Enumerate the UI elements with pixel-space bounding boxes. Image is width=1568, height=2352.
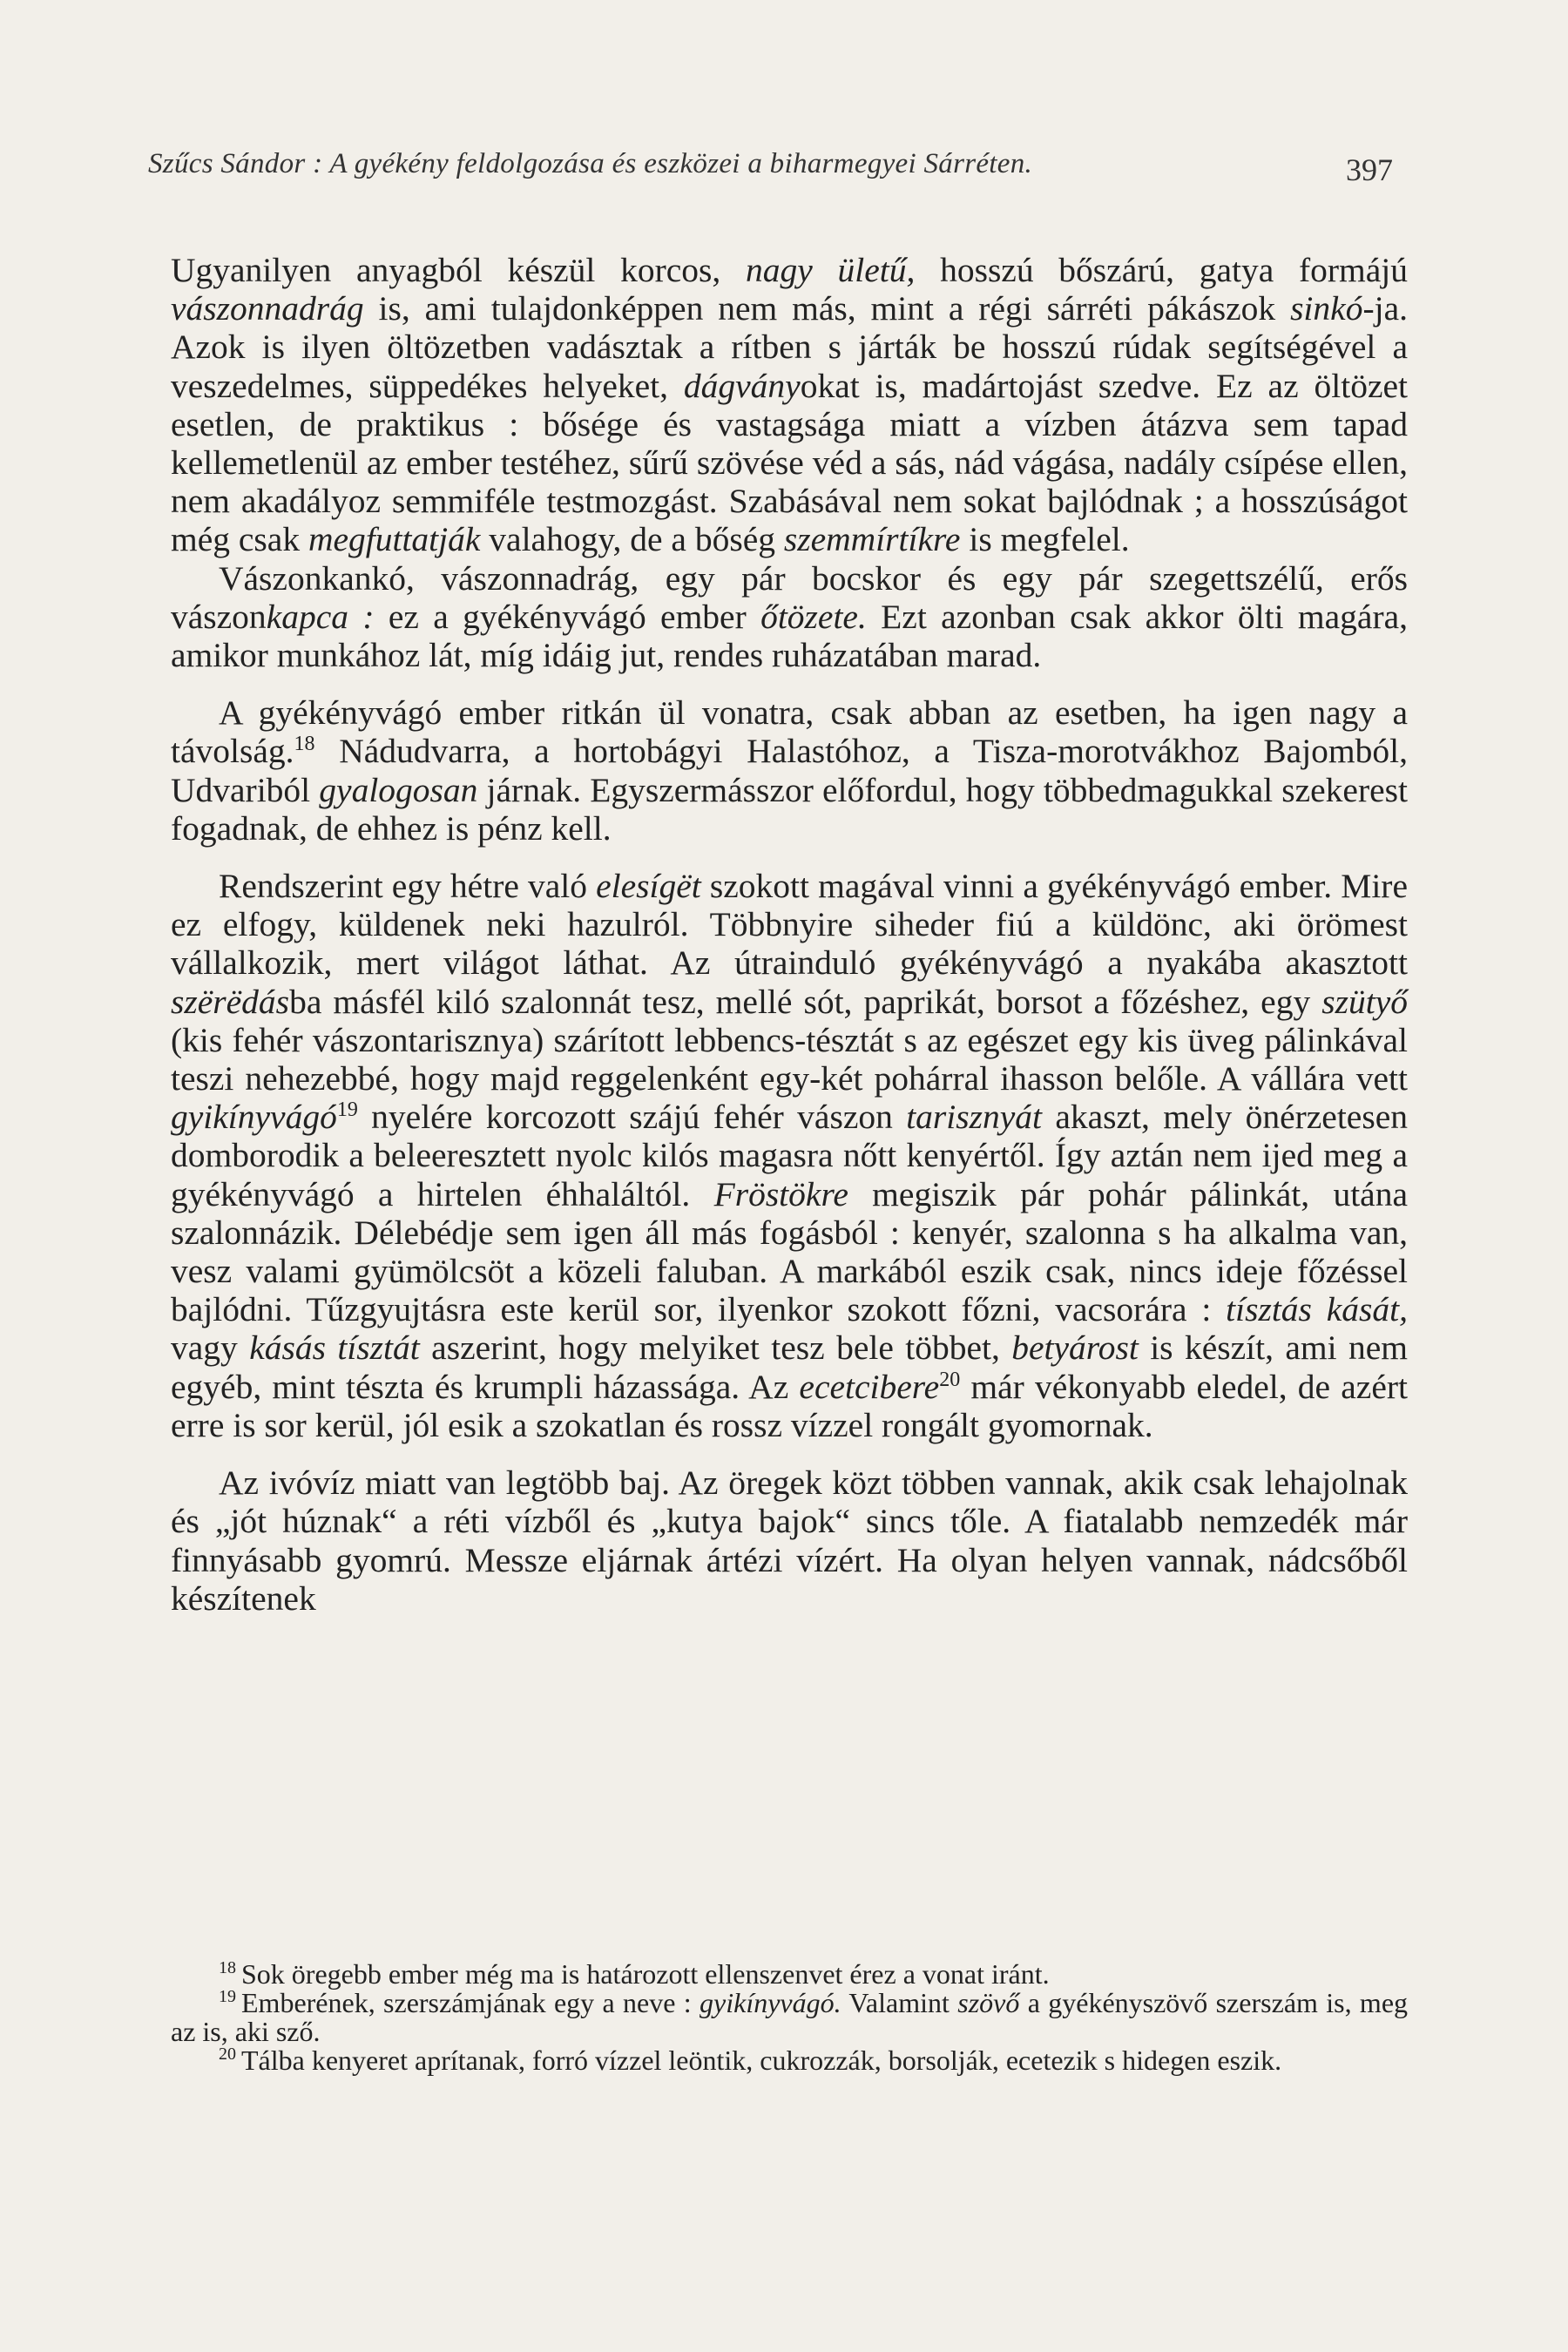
footnotes (171, 1960, 1408, 2075)
text-run: szokott magával vinni a gyékényvágó ember. Mire ez elfogy, küldenek neki hazulról. Többnyire siheder fiú a küldönc, aki örömest vállalkozik, mert világot láthat. Az útrainduló gyékényvágó a nyakába akasztott (171, 867, 1408, 983)
text-run: Nádudvarra, a hortobágyi Halastóhoz, a Tisza-morotvákhoz Bajomból, Udvariból (171, 732, 1408, 809)
footnote-20 (171, 2046, 1408, 2075)
paragraph-3 (171, 693, 1408, 848)
text-run: is, ami tulajdonképpen nem más, mint a régi sárréti pákászok (363, 289, 1291, 328)
text-run: hosszú bőszárú, gatya formájú (915, 251, 1409, 289)
italic-term: szërëdás (171, 982, 290, 1021)
text-run: akaszt, mely önérzetesen domborodik a beleeresztett nyolc kilós magasra nőtt kenyértől. Így aztán nem ijed meg a gyékényvágó a hirtelen éhhaláltól. (171, 1098, 1408, 1213)
text-run: a gyékényszövő szerszám is, meg az is, aki sző. (171, 1987, 1409, 2047)
text-run: járnak. Egyszermásszor előfordul, hogy többedmagukkal szekerest fogadnak, de ehhez is pénz kell. (171, 770, 1408, 848)
text-run: ez a gyékényvágó ember (374, 597, 761, 636)
italic-term: kapca : (266, 597, 375, 636)
text-run: már vékonyabb eledel, de azért erre is sor kerül, jól esik a szokatlan és rossz vízzel rongált gyomornak. (171, 1367, 1408, 1444)
italic-term: sinkó (1290, 289, 1363, 328)
italic-term: dágvány (683, 366, 801, 405)
footnote-number: 19 (219, 1987, 236, 2007)
footnote-ref: 19 (336, 1098, 358, 1122)
footnote-number: 20 (219, 2044, 236, 2065)
text-run: Tálba kenyeret aprítanak, forró vízzel leöntik, cukrozzák, borsolják, ecetezik s hidegen eszik. (241, 2044, 1282, 2076)
text-run: Rendszerint egy hétre való (219, 867, 597, 906)
italic-term: kásás tísztát (249, 1328, 420, 1368)
text-run: nyelére korcozott szájú fehér vászon (357, 1098, 907, 1137)
text-run: megiszik pár pohár pálinkát, utána szalonnázik. Délebédje sem igen áll más fogásból : kenyér, szalonna s ha alkalma van, vesz valami gyümölcsöt a közeli faluban. A markából eszik csak, nincs ideje főzéssel bajlódni. Tűzgyujtásra este kerül sor, ilyenkor szokott főzni, vacsorára : (171, 1174, 1408, 1329)
text-run: is készít, ami nem egyéb, mint tészta és krumpli házassága. Az (171, 1328, 1408, 1406)
italic-term: gyikínyvágó (171, 1098, 337, 1137)
text-run: Vászonkankó, vászonnadrág, egy pár bocskor és egy pár szegettszélű, erős vászon (171, 558, 1408, 636)
italic-term: ecetcibere (799, 1367, 940, 1406)
text-run: Sok öregebb ember még ma is határozott ellenszenvet érez a vonat iránt. (241, 1958, 1050, 1990)
italic-term: tísztás kását, (1226, 1290, 1408, 1329)
text-run: Ezt azonban csak akkor ölti magára, amikor munkához lát, míg idáig jut, rendes ruházatában marad. (171, 597, 1408, 675)
italic-term: gyikínyvágó. (700, 1987, 841, 2018)
italic-term: gyalogosan (319, 770, 478, 809)
running-head-text: Szűcs Sándor : A gyékény feldolgozása és eszközei a biharmegyei Sárréten. (148, 148, 1033, 179)
body-text (171, 251, 1408, 1618)
text-run: aszerint, hogy melyiket tesz bele többet, (419, 1328, 1012, 1368)
footnote-number: 18 (219, 1958, 236, 1978)
italic-term: vászonnadrág (171, 289, 364, 328)
italic-term: szövő (957, 1987, 1020, 2018)
paragraph-2 (171, 559, 1408, 675)
text-run: A gyékényvágó ember ritkán ül vonatra, csak abban az esetben, ha igen nagy a távolság. (171, 693, 1408, 771)
footnote-19 (171, 1989, 1408, 2046)
text-run: -ja. Azok is ilyen öltözetben vadásztak a rítben s járták be hosszú rúdak segítségével a veszedelmes, süppedékes helyeket, (171, 289, 1408, 405)
italic-term: betyárost (1011, 1328, 1139, 1368)
italic-term: őtözete. (760, 597, 867, 636)
paragraph-5 (171, 1463, 1408, 1618)
text-run: ba másfél kiló szalonnát tesz, mellé sót, paprikát, borsot a főzéshez, egy (289, 982, 1322, 1021)
text-run: is megfelel. (960, 520, 1130, 559)
text-run: Emberének, szerszámjának egy a neve : (241, 1987, 700, 2018)
italic-term: Fröstökre (713, 1174, 848, 1213)
footnote-18 (171, 1960, 1408, 1989)
paragraph-4 (171, 867, 1408, 1444)
paragraph-1 (171, 251, 1408, 559)
italic-term: tarisznyát (906, 1098, 1043, 1137)
running-head (148, 148, 1411, 180)
italic-term: szemmírtíkre (783, 520, 961, 559)
italic-term: megfuttatják (308, 520, 481, 559)
text-run: Ugyanilyen anyagból készül korcos, (171, 251, 746, 289)
text-run: (kis fehér vászontarisznya) szárított lebbencs-tésztát s az egészet egy kis üveg pálinkával teszi nehezebbé, hogy majd reggelenként egy-két pohárral ihasson belőle. A vállára vett (171, 1020, 1408, 1098)
page-number: 397 (1346, 152, 1393, 187)
italic-term: elesígët (596, 867, 701, 906)
italic-term: nagy ületű, (746, 251, 916, 289)
italic-term: szütyő (1321, 982, 1408, 1021)
text-run: vagy (171, 1328, 250, 1368)
text-run: Az ivóvíz miatt van legtöbb baj. Az öregek közt többen vannak, akik csak lehajolnak és „jót húznak“ a réti vízből és „kutya bajok“ sincs tőle. A fiatalabb nemzedék már finnyásabb gyomrú. Messze eljárnak ártézi vízért. Ha olyan helyen vannak, nádcsőből készítenek (171, 1463, 1408, 1618)
text-run: Valamint (841, 1987, 958, 2018)
text-run: valahogy, de a bőség (480, 520, 784, 559)
footnote-ref: 18 (294, 733, 315, 756)
text-run: okat is, madártojást szedve. Ez az öltözet esetlen, de praktikus : bősége és vastagsága miatt a vízben átázva sem tapad kellemetlenül az ember testéhez, sűrű szövése véd a sás, nád vágása, nadály csípése ellen, nem akadályoz semmiféle testmozgást. Szabásával nem sokat bajlódnak ; a hosszúságot még csak (171, 366, 1408, 559)
footnote-ref: 20 (939, 1368, 961, 1391)
